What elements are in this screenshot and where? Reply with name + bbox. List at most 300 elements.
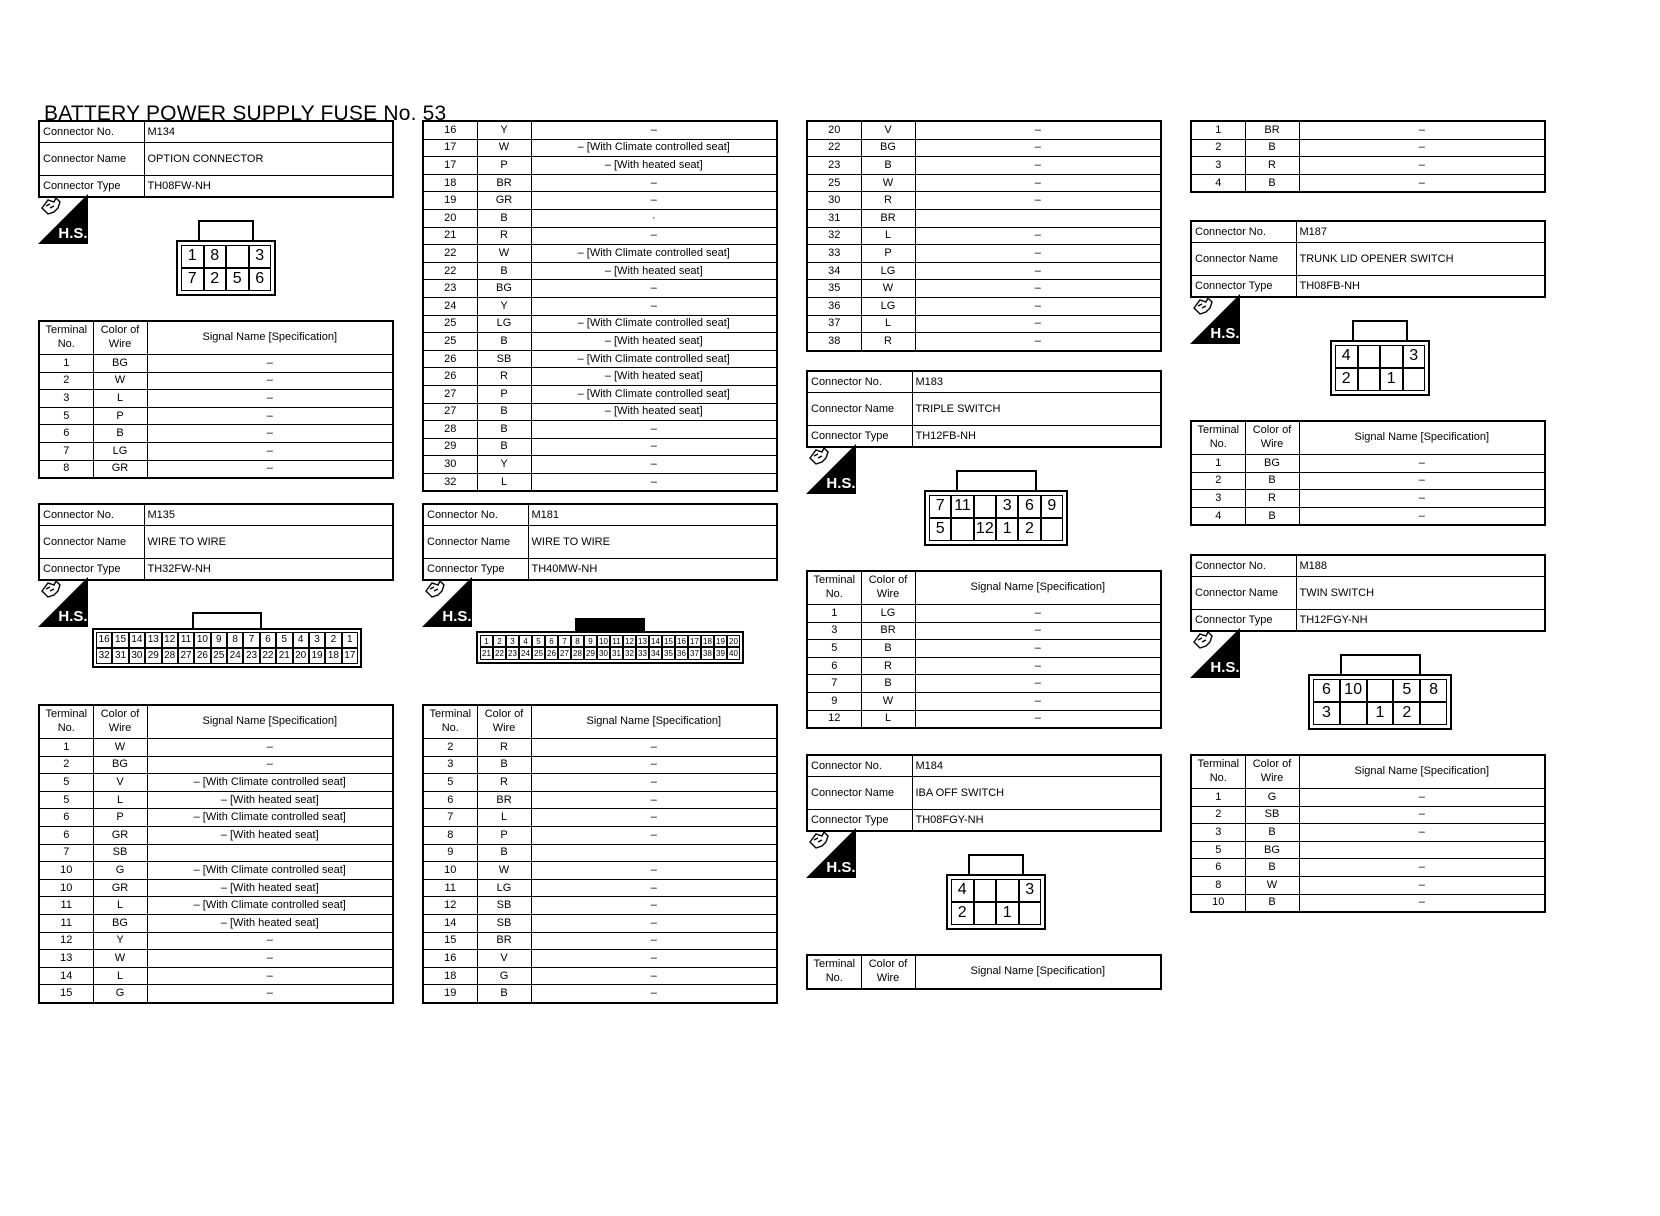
- label-connector-no: Connector No.: [39, 504, 144, 526]
- terminal-no-cell: 22: [423, 245, 477, 263]
- wire-color-cell: L: [93, 791, 147, 809]
- wire-color-cell: W: [1245, 876, 1299, 894]
- connector-pin: [1019, 902, 1042, 925]
- signal-name-cell: –: [1299, 806, 1545, 824]
- connector-name-value: IBA OFF SWITCH: [912, 777, 1161, 810]
- table-row: [807, 622, 1161, 640]
- harness-side-icon: [806, 828, 856, 878]
- m183-terminal-table: [806, 570, 1162, 729]
- terminal-no-cell: 9: [423, 844, 477, 862]
- wire-color-cell: GR: [93, 879, 147, 897]
- connector-pin: [996, 879, 1019, 902]
- signal-name-cell: –: [915, 657, 1161, 675]
- terminal-no-cell: 17: [423, 139, 477, 157]
- wire-color-cell: L: [861, 227, 915, 245]
- connector-pin: [226, 245, 249, 268]
- table-row: [423, 844, 777, 862]
- table-row: [39, 914, 393, 932]
- wire-color-cell: B: [861, 675, 915, 693]
- wire-color-cell: Y: [477, 297, 531, 315]
- terminal-no-cell: 20: [807, 121, 861, 139]
- m181-connector-face: [476, 618, 744, 664]
- connector-pin: 8: [1420, 679, 1447, 702]
- connector-pin: 4: [1335, 345, 1358, 368]
- connector-latch: [198, 220, 254, 241]
- connector-pin: [1358, 368, 1381, 391]
- signal-name-cell: –: [1299, 876, 1545, 894]
- wire-color-cell: B: [1245, 174, 1299, 192]
- signal-name-cell: –: [147, 407, 393, 425]
- label-connector-type: Connector Type: [39, 176, 144, 198]
- label-connector-name: Connector Name: [807, 393, 912, 426]
- connector-pin: [1420, 702, 1447, 725]
- connector-pin: 12: [623, 635, 636, 648]
- table-row: [423, 950, 777, 968]
- signal-name-cell: –: [915, 227, 1161, 245]
- terminal-no-cell: 5: [39, 774, 93, 792]
- table-row: [1191, 139, 1545, 157]
- color-of-wire-header: Color of Wire: [861, 955, 915, 989]
- signal-name-cell: – [With heated seat]: [531, 368, 777, 386]
- label-connector-name: Connector Name: [39, 143, 144, 176]
- terminal-table: [1190, 420, 1546, 526]
- connector-pin: 38: [701, 647, 714, 660]
- table-row: [39, 460, 393, 478]
- terminal-no-cell: 8: [423, 826, 477, 844]
- terminal-no-cell: 13: [39, 950, 93, 968]
- signal-name-cell: –: [147, 756, 393, 774]
- table-row: [423, 421, 777, 439]
- terminal-no-cell: 2: [39, 372, 93, 390]
- terminal-no-cell: 10: [39, 862, 93, 880]
- connector-pin: 1: [996, 902, 1019, 925]
- wire-color-cell: B: [477, 262, 531, 280]
- signal-name-cell: – [With heated seat]: [147, 791, 393, 809]
- table-row: [39, 844, 393, 862]
- connector-pin: 6: [1313, 679, 1340, 702]
- signal-name-cell: –: [531, 862, 777, 880]
- table-row: [39, 390, 393, 408]
- table-row: [39, 791, 393, 809]
- connector-pin: 3: [309, 632, 325, 648]
- connector-pin: 8: [227, 632, 243, 648]
- signal-name-cell: –: [147, 932, 393, 950]
- hand-icon: [426, 581, 444, 597]
- label-connector-name: Connector Name: [807, 777, 912, 810]
- terminal-no-cell: 1: [39, 355, 93, 373]
- wire-color-cell: B: [477, 985, 531, 1003]
- signal-name-cell: –: [915, 333, 1161, 351]
- connector-pin: 1: [181, 245, 204, 268]
- signal-name-header: Signal Name [Specification]: [1299, 755, 1545, 789]
- connector-pin: 29: [584, 647, 597, 660]
- connector-pin: [974, 902, 997, 925]
- connector-type-value: TH08FW-NH: [144, 176, 393, 198]
- connector-pin: 24: [519, 647, 532, 660]
- wire-color-cell: L: [93, 897, 147, 915]
- connector-pin: 7: [929, 495, 951, 518]
- harness-side-icon: [38, 194, 88, 244]
- terminal-no-cell: 6: [1191, 859, 1245, 877]
- m183-info: [806, 370, 1162, 448]
- table-row: [39, 826, 393, 844]
- connector-pin: [1403, 368, 1426, 391]
- terminal-no-cell: 1: [1191, 789, 1245, 807]
- terminal-no-cell: 22: [807, 139, 861, 157]
- signal-name-header: Signal Name [Specification]: [915, 955, 1161, 989]
- table-row: [807, 280, 1161, 298]
- connector-pin: 8: [204, 245, 227, 268]
- connector-pin: 13: [636, 635, 649, 648]
- connector-pin: [1041, 518, 1063, 541]
- label-connector-type: Connector Type: [39, 559, 144, 581]
- wire-color-cell: SB: [477, 897, 531, 915]
- connector-pin: 18: [325, 648, 341, 664]
- table-row: [423, 139, 777, 157]
- wire-color-cell: SB: [1245, 806, 1299, 824]
- label-connector-name: Connector Name: [423, 526, 528, 559]
- connector-name-value: TRIPLE SWITCH: [912, 393, 1161, 426]
- connector-pin: 12: [162, 632, 178, 648]
- table-row: [39, 739, 393, 757]
- connector-pin: 10: [1340, 679, 1367, 702]
- terminal-no-cell: 11: [423, 879, 477, 897]
- terminal-no-cell: 6: [423, 791, 477, 809]
- terminal-no-cell: 20: [423, 209, 477, 227]
- terminal-no-cell: 1: [807, 605, 861, 623]
- connector-pin: 7: [243, 632, 259, 648]
- terminal-no-cell: 4: [1191, 507, 1245, 525]
- table-row: [807, 245, 1161, 263]
- signal-name-cell: –: [1299, 472, 1545, 490]
- signal-name-cell: – [With heated seat]: [147, 826, 393, 844]
- connector-pin: 3: [249, 245, 272, 268]
- connector-latch: [1352, 320, 1408, 341]
- connector-pin: 16: [675, 635, 688, 648]
- wire-color-cell: R: [477, 368, 531, 386]
- terminal-no-cell: 2: [423, 739, 477, 757]
- signal-name-cell: –: [531, 791, 777, 809]
- label-connector-type: Connector Type: [807, 810, 912, 832]
- m134-info: [38, 120, 394, 198]
- terminal-no-cell: 7: [807, 675, 861, 693]
- table-row: [39, 809, 393, 827]
- connector-pin: 1: [342, 632, 358, 648]
- terminal-table: [422, 120, 778, 492]
- connector-pin: 21: [480, 647, 493, 660]
- terminal-no-cell: 25: [423, 315, 477, 333]
- terminal-no-cell: 6: [39, 826, 93, 844]
- connector-type-value: TH12FGY-NH: [1296, 610, 1545, 632]
- connector-pin: 6: [260, 632, 276, 648]
- terminal-no-cell: 30: [807, 192, 861, 210]
- wire-color-cell: BG: [93, 355, 147, 373]
- connector-pin: 28: [162, 648, 178, 664]
- terminal-no-cell: 28: [423, 421, 477, 439]
- connector-name-value: WIRE TO WIRE: [144, 526, 393, 559]
- connector-pin: 1: [996, 518, 1018, 541]
- label-connector-name: Connector Name: [1191, 577, 1296, 610]
- wire-color-cell: P: [861, 245, 915, 263]
- connector-pin: 10: [597, 635, 610, 648]
- table-row: [1191, 789, 1545, 807]
- table-row: [423, 826, 777, 844]
- terminal-no-cell: 2: [39, 756, 93, 774]
- m184-connector-face: [946, 854, 1046, 930]
- table-row: [423, 403, 777, 421]
- signal-name-cell: –: [915, 157, 1161, 175]
- connector-pin: 30: [597, 647, 610, 660]
- wire-color-cell: B: [477, 333, 531, 351]
- wire-color-cell: B: [477, 844, 531, 862]
- table-row: [807, 333, 1161, 351]
- signal-name-cell: –: [147, 425, 393, 443]
- connector-pin: 2: [493, 635, 506, 648]
- connector-pin: 30: [129, 648, 145, 664]
- signal-name-cell: –: [1299, 824, 1545, 842]
- connector-pin: 3: [996, 495, 1018, 518]
- color-of-wire-header: Color of Wire: [93, 705, 147, 739]
- connector-pin: 3: [1313, 702, 1340, 725]
- m134-connector-face: [176, 220, 276, 296]
- signal-name-cell: –: [531, 914, 777, 932]
- table-row: [1191, 507, 1545, 525]
- terminal-no-cell: 10: [39, 879, 93, 897]
- hs-label: H.S.: [1210, 325, 1240, 342]
- wire-color-cell: W: [477, 245, 531, 263]
- connector-pin-grid: [924, 490, 1068, 546]
- signal-name-cell: – [With Climate controlled seat]: [531, 350, 777, 368]
- connector-pin: 7: [558, 635, 571, 648]
- signal-name-cell: – [With heated seat]: [531, 403, 777, 421]
- terminal-no-cell: 2: [1191, 806, 1245, 824]
- signal-name-cell: – [With Climate controlled seat]: [147, 897, 393, 915]
- terminal-no-cell: 1: [1191, 121, 1245, 139]
- m135-terminal-table: [38, 704, 394, 1004]
- wire-color-cell: G: [93, 985, 147, 1003]
- label-connector-name: Connector Name: [39, 526, 144, 559]
- color-of-wire-header: Color of Wire: [93, 321, 147, 355]
- terminal-no-cell: 2: [1191, 472, 1245, 490]
- harness-side-icon: [1190, 294, 1240, 344]
- connector-pin: 22: [260, 648, 276, 664]
- wire-color-cell: R: [477, 739, 531, 757]
- table-row: [423, 350, 777, 368]
- signal-name-cell: –: [915, 192, 1161, 210]
- wire-color-cell: R: [861, 192, 915, 210]
- signal-name-cell: [1299, 841, 1545, 859]
- signal-name-cell: –: [915, 280, 1161, 298]
- table-row: [807, 174, 1161, 192]
- terminal-no-cell: 1: [39, 739, 93, 757]
- table-row: [39, 425, 393, 443]
- connector-pin: 35: [662, 647, 675, 660]
- table-row: [423, 245, 777, 263]
- wire-color-cell: LG: [861, 297, 915, 315]
- table-row: [39, 355, 393, 373]
- terminal-no-cell: 7: [39, 442, 93, 460]
- terminal-no-cell: 6: [807, 657, 861, 675]
- terminal-no-cell: 18: [423, 174, 477, 192]
- table-row: [39, 897, 393, 915]
- signal-name-cell: [531, 844, 777, 862]
- wire-color-cell: B: [477, 438, 531, 456]
- m184-terminal-table-cont: [1190, 120, 1546, 193]
- table-row: [423, 368, 777, 386]
- connector-pin: [1367, 679, 1394, 702]
- terminal-no-cell: 8: [39, 460, 93, 478]
- table-row: [1191, 490, 1545, 508]
- table-row: [423, 473, 777, 491]
- signal-name-cell: –: [531, 985, 777, 1003]
- terminal-no-cell: 21: [423, 227, 477, 245]
- terminal-no-header: Terminal No.: [423, 705, 477, 739]
- connector-pin: 4: [519, 635, 532, 648]
- wire-color-cell: R: [1245, 157, 1299, 175]
- connector-pin: 19: [309, 648, 325, 664]
- wire-color-cell: G: [477, 967, 531, 985]
- m135-info: [38, 503, 394, 581]
- terminal-no-cell: 5: [423, 774, 477, 792]
- wire-color-cell: B: [93, 425, 147, 443]
- terminal-no-cell: 27: [423, 403, 477, 421]
- table-row: [1191, 174, 1545, 192]
- connector-no-value: M183: [912, 371, 1161, 393]
- connector-pin: 20: [727, 635, 740, 648]
- wire-color-cell: R: [861, 333, 915, 351]
- terminal-no-cell: 32: [423, 473, 477, 491]
- connector-pin: 3: [1403, 345, 1426, 368]
- table-row: [1191, 157, 1545, 175]
- signal-name-cell: – [With Climate controlled seat]: [531, 139, 777, 157]
- table-row: [423, 809, 777, 827]
- connector-latch: [575, 618, 645, 632]
- connector-pin: 6: [1018, 495, 1040, 518]
- table-row: [423, 774, 777, 792]
- table-row: [39, 774, 393, 792]
- signal-name-cell: –: [531, 121, 777, 139]
- hand-icon: [42, 581, 60, 597]
- terminal-no-cell: 37: [807, 315, 861, 333]
- connector-pin: 11: [951, 495, 973, 518]
- m188-terminal-table: [1190, 754, 1546, 913]
- wire-color-cell: B: [1245, 139, 1299, 157]
- table-row: [807, 157, 1161, 175]
- connector-pin: 36: [675, 647, 688, 660]
- wire-color-cell: SB: [477, 350, 531, 368]
- connector-pin: 3: [1019, 879, 1042, 902]
- table-row: [423, 280, 777, 298]
- connector-pin: 5: [532, 635, 545, 648]
- wire-color-cell: B: [1245, 824, 1299, 842]
- connector-pin: 4: [293, 632, 309, 648]
- hs-label: H.S.: [1210, 659, 1240, 676]
- table-row: [1191, 859, 1545, 877]
- table-row: [807, 657, 1161, 675]
- wire-color-cell: GR: [93, 826, 147, 844]
- signal-name-cell: ·: [531, 209, 777, 227]
- terminal-table: [1190, 754, 1546, 913]
- terminal-table: [1190, 120, 1546, 193]
- terminal-no-cell: 38: [807, 333, 861, 351]
- signal-name-cell: –: [531, 879, 777, 897]
- table-row: [1191, 824, 1545, 842]
- wire-color-cell: L: [477, 473, 531, 491]
- color-of-wire-header: Color of Wire: [861, 571, 915, 605]
- wire-color-cell: B: [477, 403, 531, 421]
- terminal-no-cell: 14: [423, 914, 477, 932]
- signal-name-cell: –: [531, 826, 777, 844]
- terminal-no-cell: 26: [423, 350, 477, 368]
- terminal-no-cell: 24: [423, 297, 477, 315]
- label-connector-name: Connector Name: [1191, 243, 1296, 276]
- connector-pin: 5: [226, 268, 249, 291]
- signal-name-cell: –: [1299, 121, 1545, 139]
- wire-color-cell: BG: [93, 914, 147, 932]
- terminal-no-cell: 3: [1191, 157, 1245, 175]
- terminal-table: [422, 704, 778, 1004]
- connector-pin: 29: [145, 648, 161, 664]
- wire-color-cell: P: [93, 407, 147, 425]
- signal-name-cell: – [With Climate controlled seat]: [147, 862, 393, 880]
- terminal-no-cell: 16: [423, 950, 477, 968]
- terminal-no-cell: 10: [423, 862, 477, 880]
- table-row: [423, 174, 777, 192]
- connector-pin: 39: [714, 647, 727, 660]
- table-row: [39, 407, 393, 425]
- terminal-no-cell: 19: [423, 192, 477, 210]
- connector-pin: 10: [194, 632, 210, 648]
- terminal-no-header: Terminal No.: [1191, 755, 1245, 789]
- signal-name-cell: –: [1299, 490, 1545, 508]
- table-row: [423, 897, 777, 915]
- terminal-no-cell: 5: [1191, 841, 1245, 859]
- label-connector-no: Connector No.: [39, 121, 144, 143]
- color-of-wire-header: Color of Wire: [1245, 755, 1299, 789]
- connector-pin: 24: [227, 648, 243, 664]
- table-row: [423, 121, 777, 139]
- table-row: [39, 442, 393, 460]
- table-row: [1191, 455, 1545, 473]
- connector-pin: 1: [1367, 702, 1394, 725]
- connector-name-value: OPTION CONNECTOR: [144, 143, 393, 176]
- connector-pin: 14: [649, 635, 662, 648]
- wire-color-cell: P: [477, 157, 531, 175]
- wire-color-cell: W: [861, 280, 915, 298]
- connector-pin: [1358, 345, 1381, 368]
- connector-pin-grid: [92, 628, 362, 668]
- connector-pin: 28: [571, 647, 584, 660]
- table-row: [423, 914, 777, 932]
- terminal-table: [38, 704, 394, 1004]
- signal-name-cell: –: [147, 355, 393, 373]
- signal-name-cell: – [With Climate controlled seat]: [531, 385, 777, 403]
- signal-name-cell: –: [1299, 894, 1545, 912]
- terminal-no-header: Terminal No.: [1191, 421, 1245, 455]
- label-connector-no: Connector No.: [807, 371, 912, 393]
- terminal-table: [806, 120, 1162, 352]
- hs-label: H.S.: [442, 608, 472, 625]
- label-connector-no: Connector No.: [807, 755, 912, 777]
- terminal-no-cell: 19: [423, 985, 477, 1003]
- color-of-wire-header: Color of Wire: [1245, 421, 1299, 455]
- connector-pin: 9: [584, 635, 597, 648]
- connector-pin: 1: [1380, 368, 1403, 391]
- label-connector-type: Connector Type: [1191, 610, 1296, 632]
- connector-pin: 20: [293, 648, 309, 664]
- table-row: [423, 333, 777, 351]
- wire-color-cell: BR: [1245, 121, 1299, 139]
